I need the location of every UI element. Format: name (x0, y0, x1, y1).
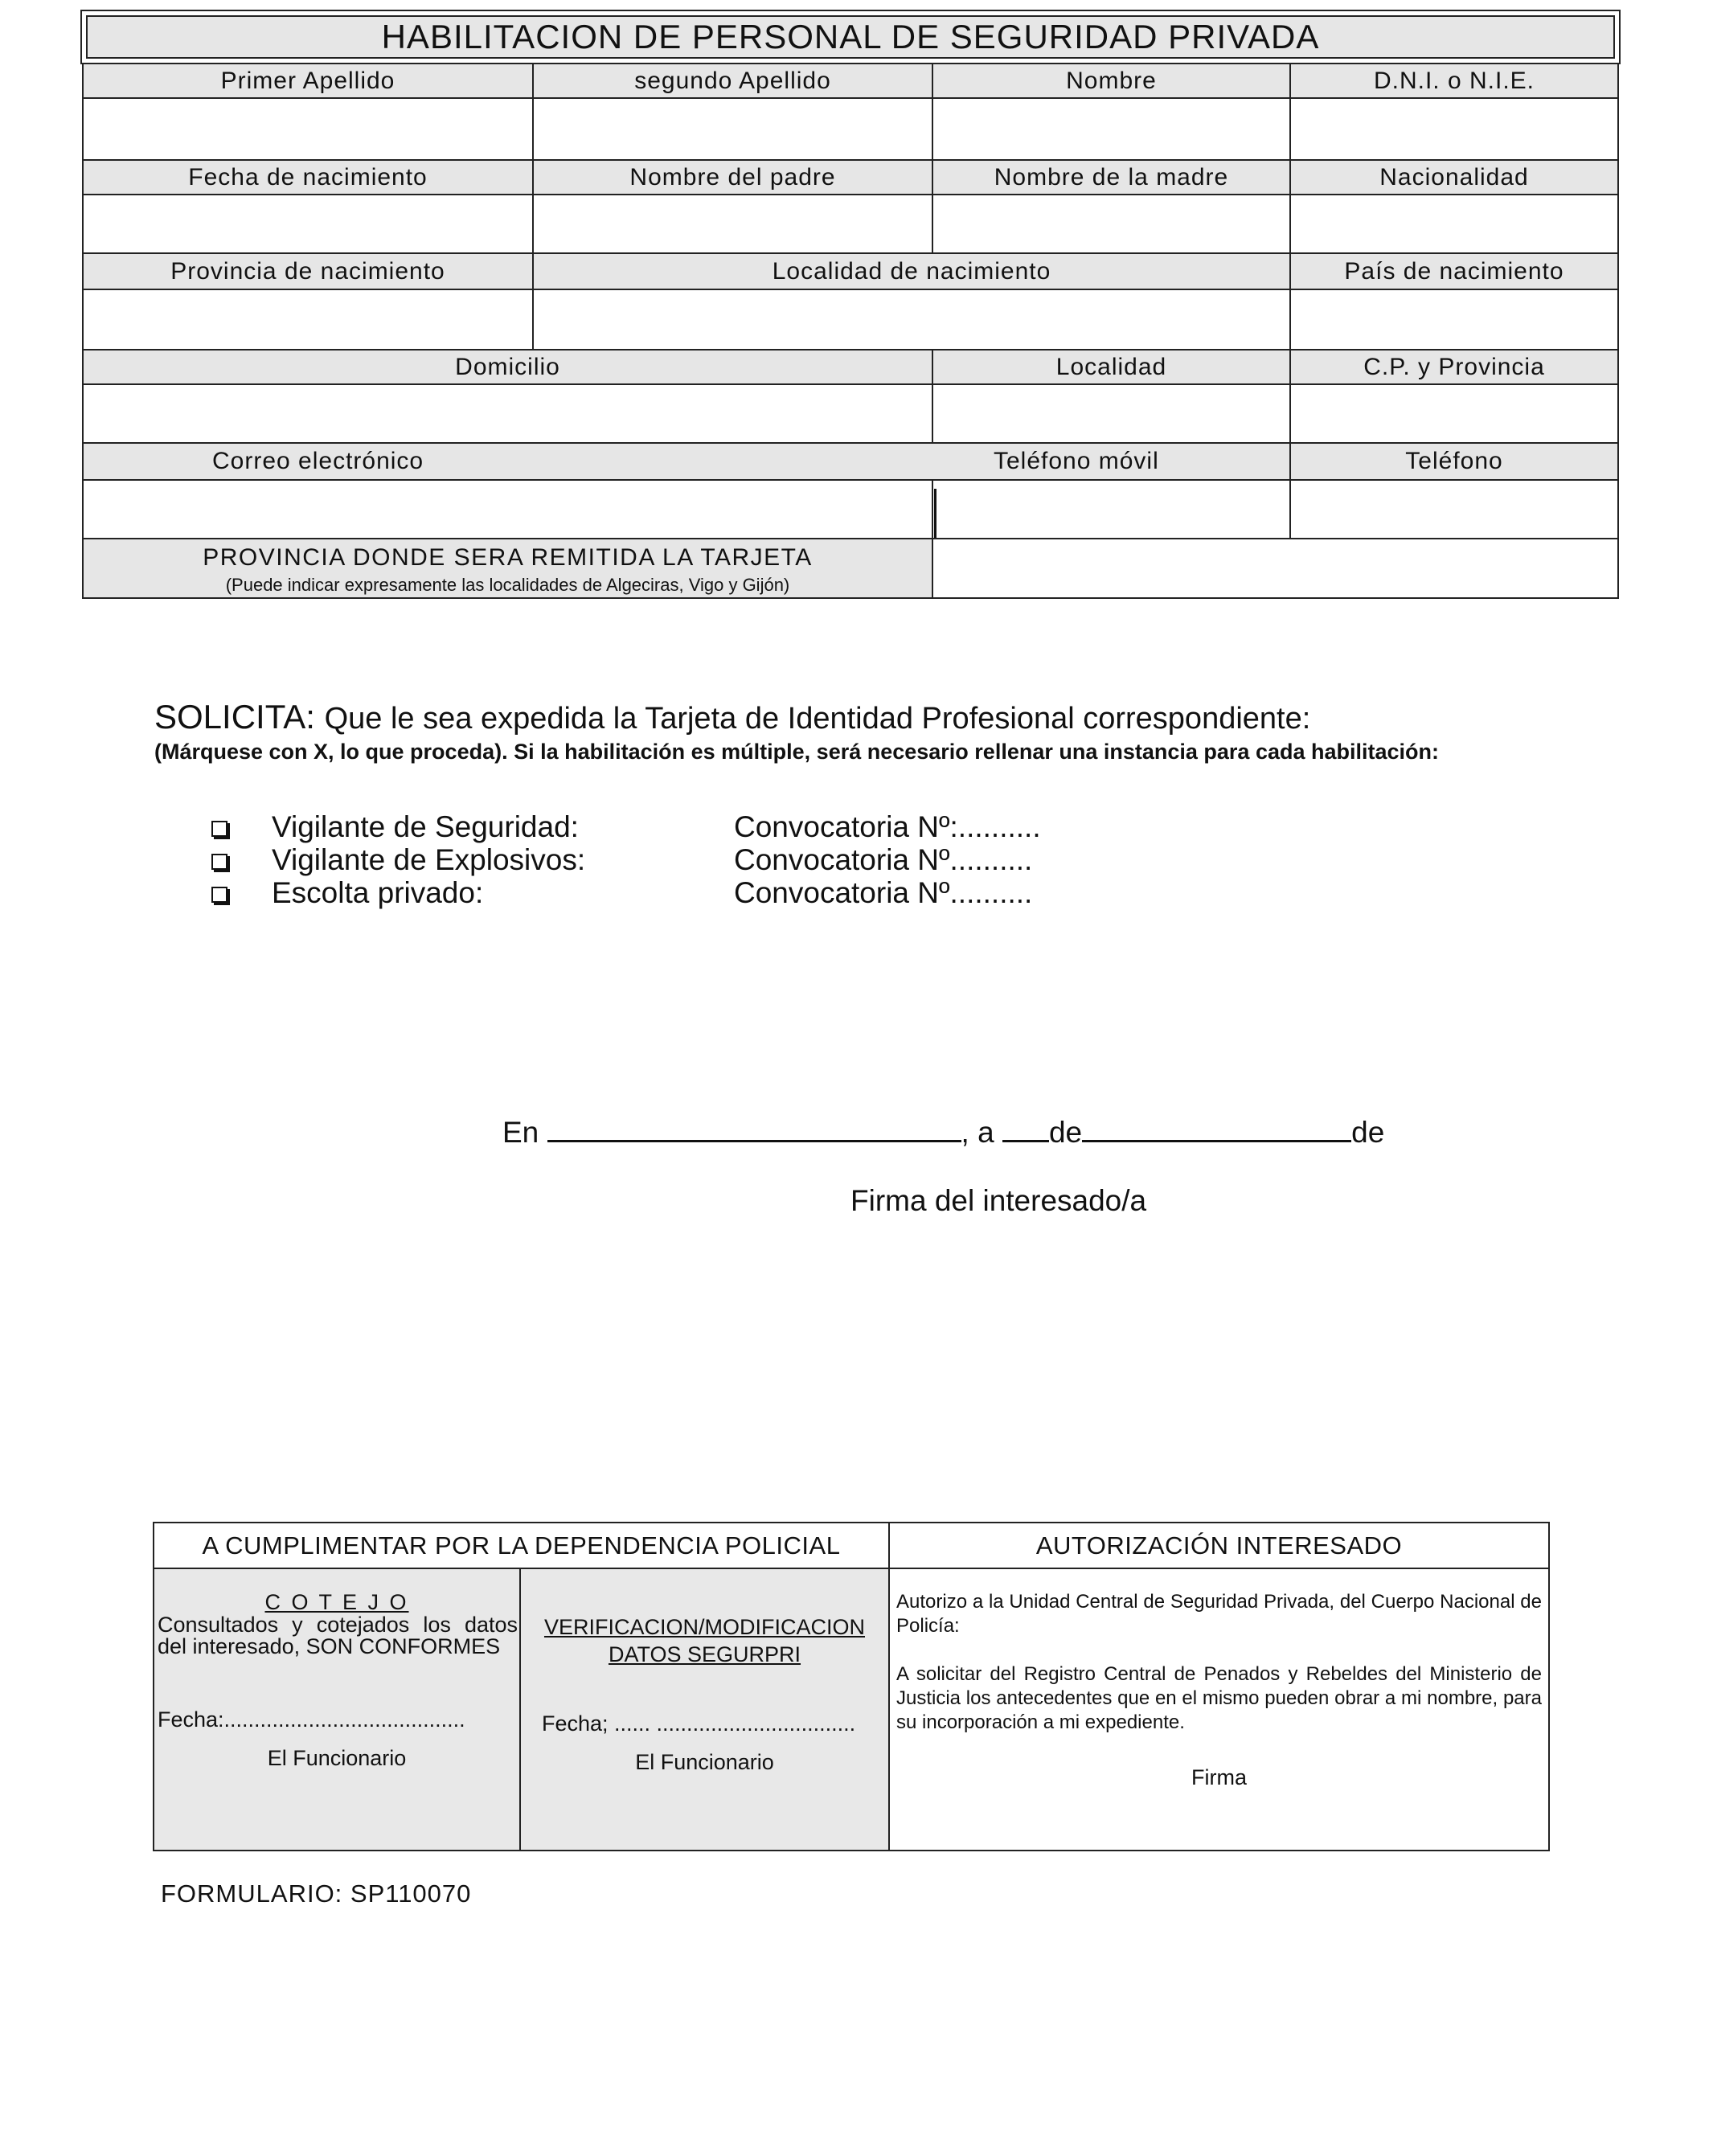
field-telefono-movil[interactable] (932, 479, 1291, 539)
cotejo-fecha: Fecha:........................................ (158, 1707, 465, 1732)
header-telefono-movil: Teléfono móvil (994, 448, 1159, 474)
header-provincia-nacimiento: Provincia de nacimiento (82, 252, 534, 290)
field-segundo-apellido[interactable] (532, 97, 933, 161)
field-fecha-nacimiento[interactable] (82, 194, 534, 254)
header-correo-movil-row (82, 442, 1291, 481)
bottom-left-header: A CUMPLIMENTAR POR LA DEPENDENCIA POLICIAL (153, 1522, 890, 1569)
header-fecha-nacimiento: Fecha de nacimiento (82, 159, 534, 195)
checkbox-escolta-privado[interactable] (211, 887, 227, 903)
field-provincia-remision[interactable] (932, 538, 1619, 599)
verificacion-title-2: DATOS SEGURPRI (608, 1642, 801, 1666)
option-escolta-privado: Escolta privado: (272, 876, 484, 909)
header-dni-nie: D.N.I. o N.I.E. (1289, 63, 1619, 99)
convocatoria-vigilante-seguridad: Convocatoria Nº:.......... (734, 810, 1041, 843)
field-localidad[interactable] (932, 383, 1291, 444)
header-nombre-madre: Nombre de la madre (932, 159, 1291, 195)
field-correo[interactable] (82, 479, 933, 539)
header-nacionalidad: Nacionalidad (1289, 159, 1619, 195)
verificacion-funcionario: El Funcionario (635, 1750, 774, 1774)
checkbox-vigilante-seguridad[interactable] (211, 821, 227, 837)
autorizacion-p2: A solicitar del Registro Central de Penados y Rebeldes del Ministerio de Justicia los antecedentes que en el mismo pueden obrar a mi nombre, para su incorporación a mi expediente. (896, 1663, 1542, 1733)
header-nombre: Nombre (932, 63, 1291, 99)
field-mes[interactable] (1082, 1116, 1351, 1142)
field-dni-nie[interactable] (1289, 97, 1619, 161)
autorizacion-cell (888, 1568, 1550, 1851)
convocatoria-vigilante-explosivos: Convocatoria Nº.......... (734, 843, 1033, 876)
autorizacion-p1: Autorizo a la Unidad Central de Seguridad Privada, del Cuerpo Nacional de Policía: (896, 1591, 1542, 1637)
header-nombre-padre: Nombre del padre (532, 159, 933, 195)
option-vigilante-explosivos: Vigilante de Explosivos: (272, 843, 586, 876)
cotejo-title: C O T E J O (264, 1590, 409, 1614)
header-localidad-nacimiento: Localidad de nacimiento (532, 252, 1291, 290)
checkbox-vigilante-explosivos[interactable] (211, 854, 227, 870)
cotejo-cell (153, 1568, 521, 1851)
form-code: FORMULARIO: SP110070 (161, 1879, 472, 1908)
header-domicilio: Domicilio (82, 349, 933, 385)
cotejo-text: Consultados y cotejados los datos del interesado, SON CONFORMES (158, 1613, 518, 1658)
header-pais-nacimiento: País de nacimiento (1289, 252, 1619, 290)
header-primer-apellido: Primer Apellido (82, 63, 534, 99)
header-localidad: Localidad (932, 349, 1291, 385)
autorizacion-firma: Firma (1191, 1765, 1247, 1789)
field-nacionalidad[interactable] (1289, 194, 1619, 254)
solicita-line (154, 698, 1310, 736)
option-vigilante-seguridad: Vigilante de Seguridad: (272, 810, 579, 843)
field-primer-apellido[interactable] (82, 97, 534, 161)
lugar-en: En (502, 1116, 539, 1149)
solicita-note: (Márquese con X, lo que proceda). Si la habilitación es múltiple, será necesario rellenar una instancia para cada habilitación: (154, 740, 1439, 764)
verificacion-title-1: VERIFICACION/MODIFICACION (543, 1615, 865, 1639)
header-cp-provincia: C.P. y Provincia (1289, 349, 1619, 385)
solicita-lead: SOLICITA: (154, 698, 315, 736)
firma-interesado: Firma del interesado/a (850, 1184, 1147, 1217)
form-title-box (80, 10, 1621, 64)
solicita-text: Que le sea expedida la Tarjeta de Identidad Profesional correspondiente: (324, 702, 1311, 736)
field-dia[interactable] (1002, 1116, 1049, 1142)
bottom-right-header: AUTORIZACIÓN INTERESADO (888, 1522, 1550, 1569)
field-telefono[interactable] (1289, 479, 1619, 539)
provincia-remision-label: PROVINCIA DONDE SERA REMITIDA LA TARJETA (203, 544, 813, 571)
verificacion-cell (519, 1568, 890, 1851)
header-telefono: Teléfono (1289, 442, 1619, 481)
field-lugar[interactable] (547, 1116, 961, 1142)
field-nombre-padre[interactable] (532, 194, 933, 254)
field-nombre[interactable] (932, 97, 1291, 161)
convocatoria-escolta-privado: Convocatoria Nº.......... (734, 876, 1033, 909)
form-title: HABILITACION DE PERSONAL DE SEGURIDAD PRIVADA (86, 15, 1615, 59)
field-provincia-nacimiento[interactable] (82, 289, 534, 350)
lugar-de-2: de (1351, 1116, 1385, 1149)
field-nombre-madre[interactable] (932, 194, 1291, 254)
field-cp-provincia[interactable] (1289, 383, 1619, 444)
field-localidad-nacimiento[interactable] (532, 289, 1291, 350)
provincia-remision-note: (Puede indicar expresamente las localidades de Algeciras, Vigo y Gijón) (225, 575, 790, 595)
lugar-fecha-line (502, 1116, 1384, 1150)
field-domicilio[interactable] (82, 383, 933, 444)
header-segundo-apellido: segundo Apellido (532, 63, 933, 99)
lugar-de-1: de (1048, 1116, 1083, 1149)
provincia-remision-label-cell (82, 538, 933, 599)
field-pais-nacimiento[interactable] (1289, 289, 1619, 350)
verificacion-fecha: Fecha; ...... ................................. (542, 1711, 856, 1736)
lugar-a: , a (961, 1116, 994, 1149)
cotejo-funcionario: El Funcionario (267, 1746, 407, 1770)
header-correo: Correo electrónico (212, 448, 424, 474)
